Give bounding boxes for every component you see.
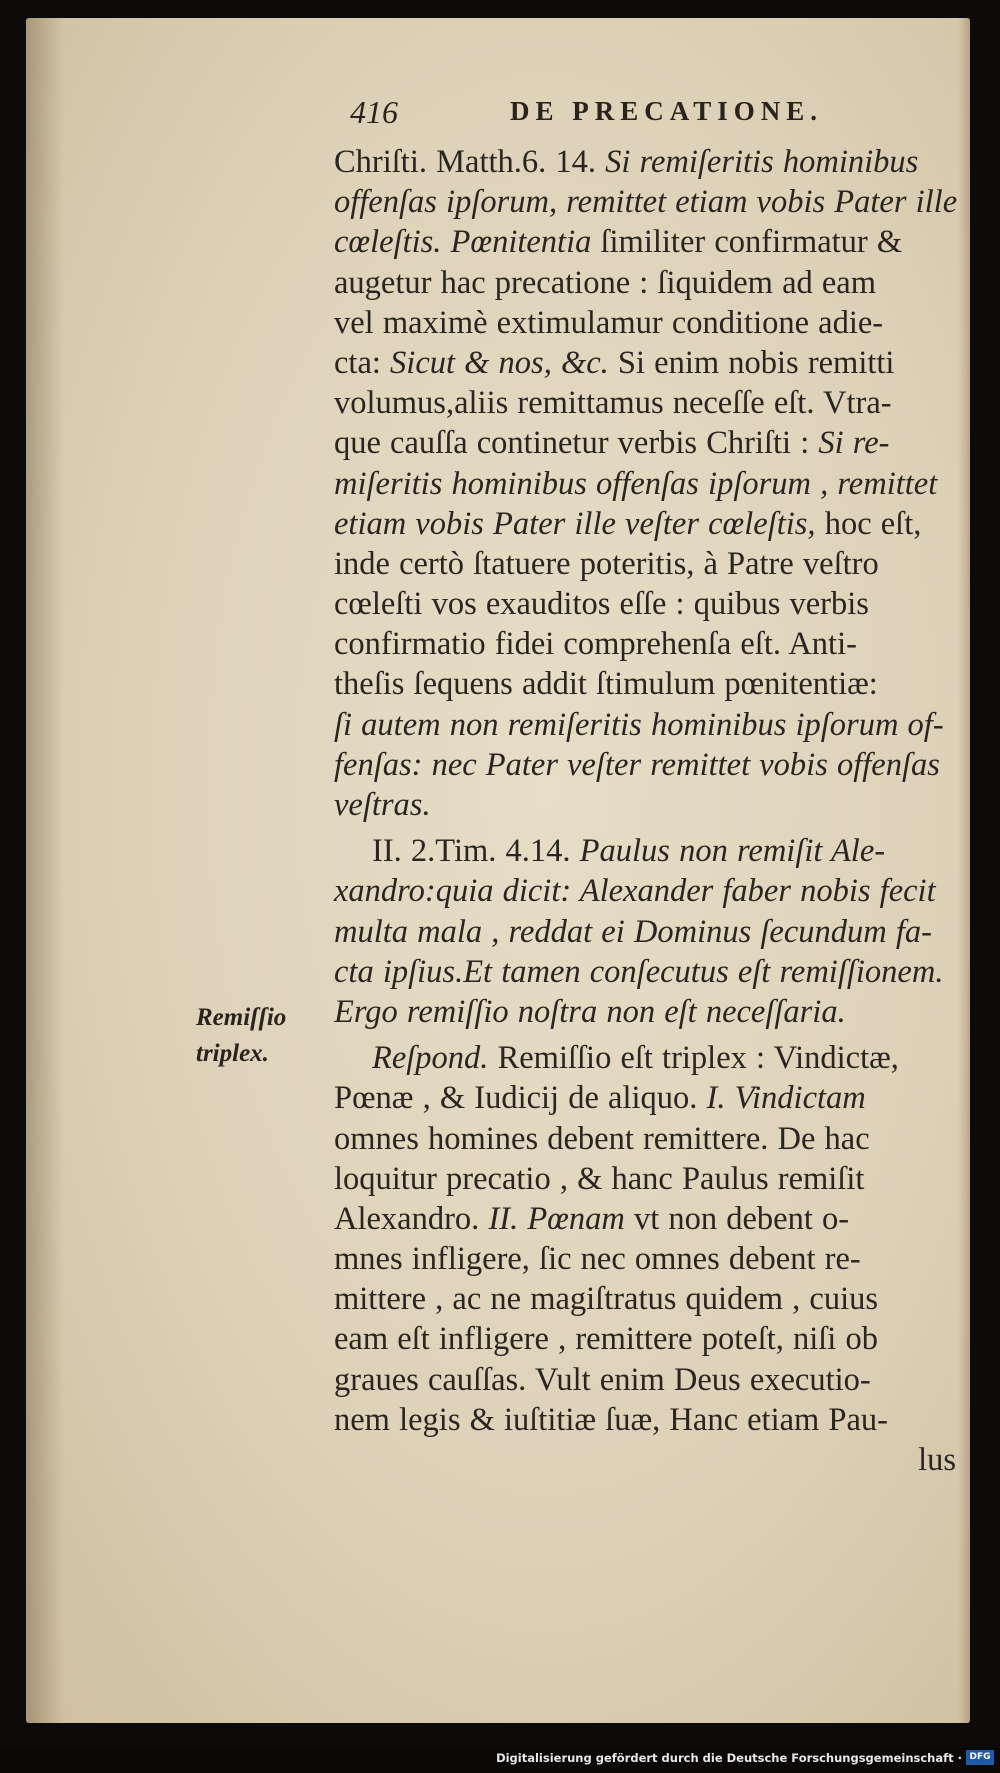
text-line — [334, 912, 964, 952]
text-line — [334, 1199, 964, 1239]
text-span: loquitur precatio , & hanc Paulus remiſit — [334, 1160, 865, 1197]
page-number: 416 — [350, 94, 398, 130]
text-line — [334, 952, 964, 992]
italic-text-span: offenſas ipſorum, remittet etiam vobis Pater ille — [334, 184, 958, 221]
italic-text-span: Sicut & nos, &c. — [390, 344, 618, 381]
text-line — [334, 504, 964, 544]
text-line — [334, 1239, 964, 1279]
text-span: cœleſti vos exauditos eſſe : quibus verbis — [334, 586, 869, 623]
text-line — [334, 222, 964, 262]
text-line — [334, 303, 964, 343]
text-line — [334, 1319, 964, 1359]
text-line — [334, 544, 964, 584]
text-line — [334, 664, 964, 704]
text-span: confirmatio fidei comprehenſa eſt. Anti- — [334, 626, 857, 663]
text-span: que cauſſa continetur verbis Chriſti : — [334, 425, 819, 462]
text-span: cta: — [334, 344, 391, 381]
text-line — [334, 383, 964, 423]
text-span: vel maximè extimulamur conditione adie- — [334, 304, 884, 341]
text-line — [334, 142, 964, 182]
text-span: II. 2.Tim. 4.14. — [372, 833, 580, 870]
text-line — [334, 992, 964, 1032]
italic-text-span: xandro:quia dicit: Alexander faber nobis fecit — [334, 873, 936, 910]
text-line — [334, 831, 964, 871]
italic-text-span: Si remiſeritis hominibus — [605, 144, 919, 180]
text-span: Si enim nobis remitti — [617, 344, 895, 381]
text-line — [334, 182, 964, 222]
text-line — [334, 785, 964, 825]
gutter-shadow — [26, 18, 64, 1723]
text-line — [334, 1078, 964, 1118]
marginal-note-line: triplex. — [196, 1040, 269, 1067]
marginal-note — [196, 1000, 336, 1072]
italic-text-span: Reſpond. — [372, 1040, 498, 1077]
text-line — [334, 1159, 964, 1199]
italic-text-span: miſeritis hominibus offenſas ipſorum , remittet — [334, 465, 938, 502]
text-span: Pœnæ , & Iudicij de aliquo. — [334, 1080, 707, 1117]
italic-text-span: I. Vindictam — [706, 1080, 866, 1117]
text-span: theſis ſequens addit ſtimulum pœnitentiæ: — [334, 666, 878, 703]
text-line — [334, 423, 964, 463]
text-span: mittere , ac ne magiſtratus quidem , cuius — [334, 1281, 878, 1318]
italic-text-span: fenſas: nec Pater veſter remittet vobis offenſas — [334, 746, 940, 783]
marginal-note-line: Remiſſio — [196, 1004, 287, 1031]
text-line — [334, 1279, 964, 1319]
text-line — [334, 705, 964, 745]
text-span: eam eſt infligere , remittere poteſt, niſi ob — [334, 1321, 878, 1358]
text-span: ſimiliter confirmatur & — [600, 224, 903, 261]
text-span: Remiſſio eſt triplex : Vindictæ, — [497, 1040, 899, 1077]
text-span: inde certò ſtatuere poteritis, à Patre veſtro — [334, 545, 879, 582]
italic-text-span: ſi autem non remiſeritis hominibus ipſorum of- — [334, 706, 944, 743]
italic-text-span: Si re- — [818, 425, 890, 462]
text-span: vt non debent o- — [633, 1200, 850, 1237]
text-span: volumus,aliis remittamus neceſſe eſt. Vtra- — [334, 385, 892, 422]
body-text — [334, 142, 964, 1480]
italic-text-span: cta ipſius.Et tamen conſecutus eſt remiſſionem. — [334, 953, 944, 990]
text-line — [334, 624, 964, 664]
text-span: augetur hac precatione : ſiquidem ad eam — [334, 264, 877, 301]
text-line — [334, 745, 964, 785]
italic-text-span: veſtras. — [334, 787, 431, 823]
text-span: hoc eſt, — [824, 505, 922, 542]
page-header — [350, 90, 960, 134]
text-line — [334, 1400, 964, 1440]
italic-text-span: II. Pœnam — [488, 1200, 634, 1237]
italic-text-span: etiam vobis Pater ille veſter cœleſtis, — [334, 505, 825, 542]
italic-text-span: multa mala , reddat ei Dominus ſecundum fa- — [334, 913, 932, 950]
text-line — [334, 464, 964, 504]
text-line — [334, 1038, 964, 1078]
dfg-logo: DFG — [966, 1750, 994, 1765]
funding-credit: Digitalisierung gefördert durch die Deutsche Forschungsgemeinschaft · — [496, 1751, 962, 1765]
text-line — [334, 584, 964, 624]
italic-text-span: Ergo remiſſio noſtra non eſt neceſſaria. — [334, 993, 846, 1030]
text-span: 6. 14. — [521, 144, 606, 180]
text-line — [334, 263, 964, 303]
italic-text-span: Paulus non remiſit Ale- — [579, 833, 886, 870]
text-span: Alexandro. — [334, 1200, 489, 1237]
text-line — [334, 343, 964, 383]
text-line — [334, 1360, 964, 1400]
text-line — [334, 871, 964, 911]
italic-text-span: cœleſtis. Pœnitentia — [334, 224, 601, 261]
text-span: graues cauſſas. Vult enim Deus executio- — [334, 1361, 871, 1398]
text-span: mnes infligere, ſic nec omnes debent re- — [334, 1241, 861, 1278]
running-head: DE PRECATIONE. — [510, 96, 824, 126]
text-span: omnes homines debent remittere. De hac — [334, 1120, 870, 1157]
text-line — [334, 1119, 964, 1159]
text-span: nem legis & iuſtitiæ ſuæ, Hanc etiam Pau- — [334, 1401, 889, 1438]
catchword: lus — [918, 1442, 956, 1478]
text-span: Chriſti. Matth. — [334, 144, 522, 180]
